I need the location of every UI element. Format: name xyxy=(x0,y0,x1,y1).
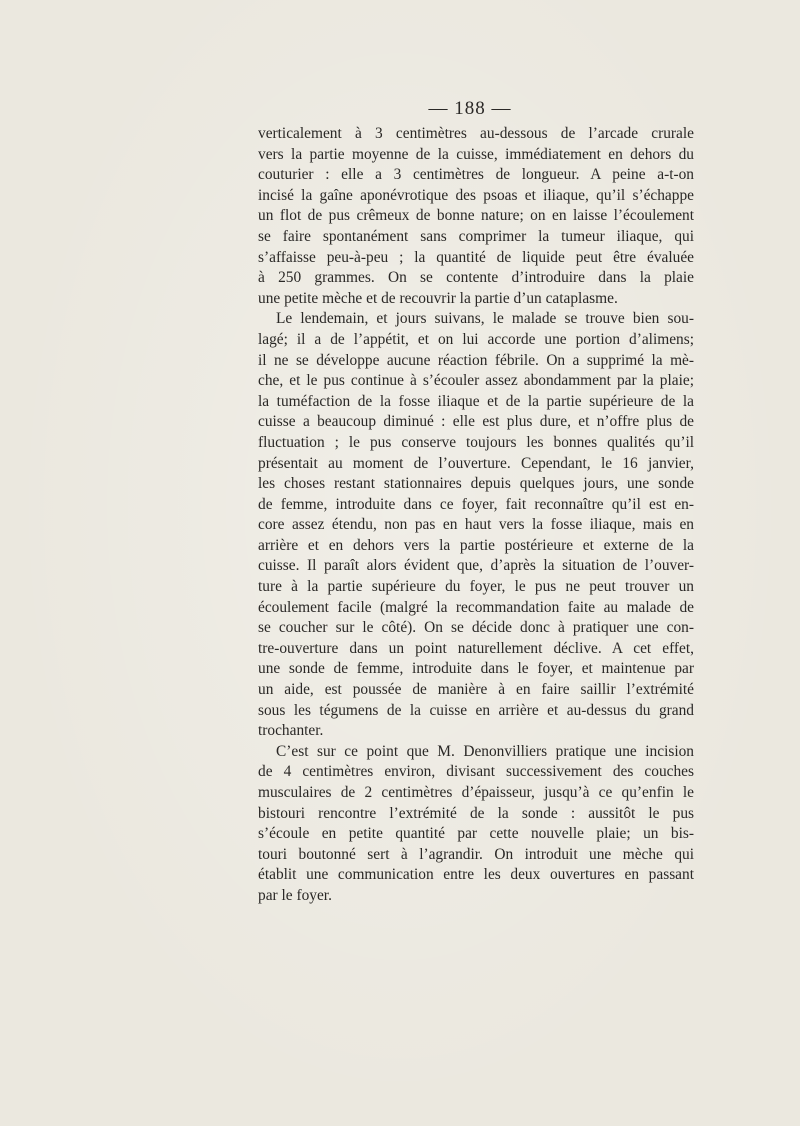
text-line: il ne se développe aucune réaction fébrile. On a supprimé la mè- xyxy=(258,351,694,369)
text-line: musculaires de 2 centimètres d’épaisseur, jusqu’à ce qu’enfin le xyxy=(258,784,694,801)
text-line: bistouri rencontre l’extrémité de la sonde : aussitôt le pus xyxy=(258,804,694,822)
text-line: couturier : elle a 3 centimètres de longueur. A peine a-t-on xyxy=(258,166,694,184)
text-line: se coucher sur le côté). On se décide donc à pratiquer une con- xyxy=(258,619,694,637)
text-line: de 4 centimètres environ, divisant successivement des couches xyxy=(258,763,694,781)
text-line: fluctuation ; le pus conserve toujours les bonnes qualités qu’il xyxy=(258,433,694,451)
text-line: à 250 grammes. On se contente d’introduire dans la plaie xyxy=(258,269,694,287)
text-line: de femme, introduite dans ce foyer, fait reconnaître qu’il est en- xyxy=(258,495,694,513)
text-line: incisé la gaîne aponévrotique des psoas et iliaque, qu’il s’échappe xyxy=(258,186,694,204)
text-line: un flot de pus crêmeux de bonne nature; on en laisse l’écoulement xyxy=(258,207,694,225)
text-line: core assez étendu, non pas en haut vers la fosse iliaque, mais en xyxy=(258,516,694,534)
body-text xyxy=(258,124,694,907)
text-line: cuisse. Il paraît alors évident que, d’après la situation de l’ouver- xyxy=(258,557,694,575)
text-line: présentait au moment de l’ouverture. Cependant, le 16 janvier, xyxy=(258,454,694,472)
text-line: se faire spontanément sans comprimer la tumeur iliaque, qui xyxy=(258,227,694,245)
page-number: — 188 — xyxy=(428,98,512,119)
text-line: che, et le pus continue à s’écouler assez abondamment par la plaie; xyxy=(258,372,694,390)
text-line: Le lendemain, et jours suivans, le malade se trouve bien sou- xyxy=(276,310,694,328)
text-line: établit une communication entre les deux ouvertures en passant xyxy=(258,866,694,884)
text-line: s’écoule en petite quantité par cette nouvelle plaie; un bis- xyxy=(258,825,694,843)
text-line: vers la partie moyenne de la cuisse, immédiatement en dehors du xyxy=(258,145,694,163)
text-line: touri boutonné sert à l’agrandir. On introduit une mèche qui xyxy=(258,845,694,863)
text-line: arrière et en dehors vers la partie postérieure et externe de la xyxy=(258,536,694,554)
text-line: une sonde de femme, introduite dans le foyer, et maintenue par xyxy=(258,660,694,678)
text-line: une petite mèche et de recouvrir la partie d’un cataplasme. xyxy=(258,289,618,307)
text-line: cuisse a beaucoup diminué : elle est plus dure, et n’offre plus de xyxy=(258,413,694,431)
text-line: tre-ouverture dans un point naturellement déclive. A cet effet, xyxy=(258,639,694,657)
text-line: trochanter. xyxy=(258,722,324,740)
text-line: la tuméfaction de la fosse iliaque et de la partie supérieure de la xyxy=(258,392,694,410)
text-line: par le foyer. xyxy=(258,886,332,904)
text-line: verticalement à 3 centimètres au-dessous de l’arcade crurale xyxy=(258,125,694,142)
text-line: sous les tégumens de la cuisse en arrière et au-dessus du grand xyxy=(258,701,694,719)
text-line: écoulement facile (malgré la recommandation faite au malade de xyxy=(258,598,694,616)
text-line: lagé; il a de l’appétit, et on lui accorde une portion d’alimens; xyxy=(258,330,694,348)
text-line: s’affaisse peu-à-peu ; la quantité de liquide peut être évaluée xyxy=(258,248,694,266)
text-line: les choses restant stationnaires depuis quelques jours, une sonde xyxy=(258,475,694,493)
text-line: C’est sur ce point que M. Denonvilliers pratique une incision xyxy=(276,742,694,760)
text-line: un aide, est poussée de manière à en faire saillir l’extrémité xyxy=(258,681,694,699)
text-line: ture à la partie supérieure du foyer, le pus ne peut trouver un xyxy=(258,578,694,596)
